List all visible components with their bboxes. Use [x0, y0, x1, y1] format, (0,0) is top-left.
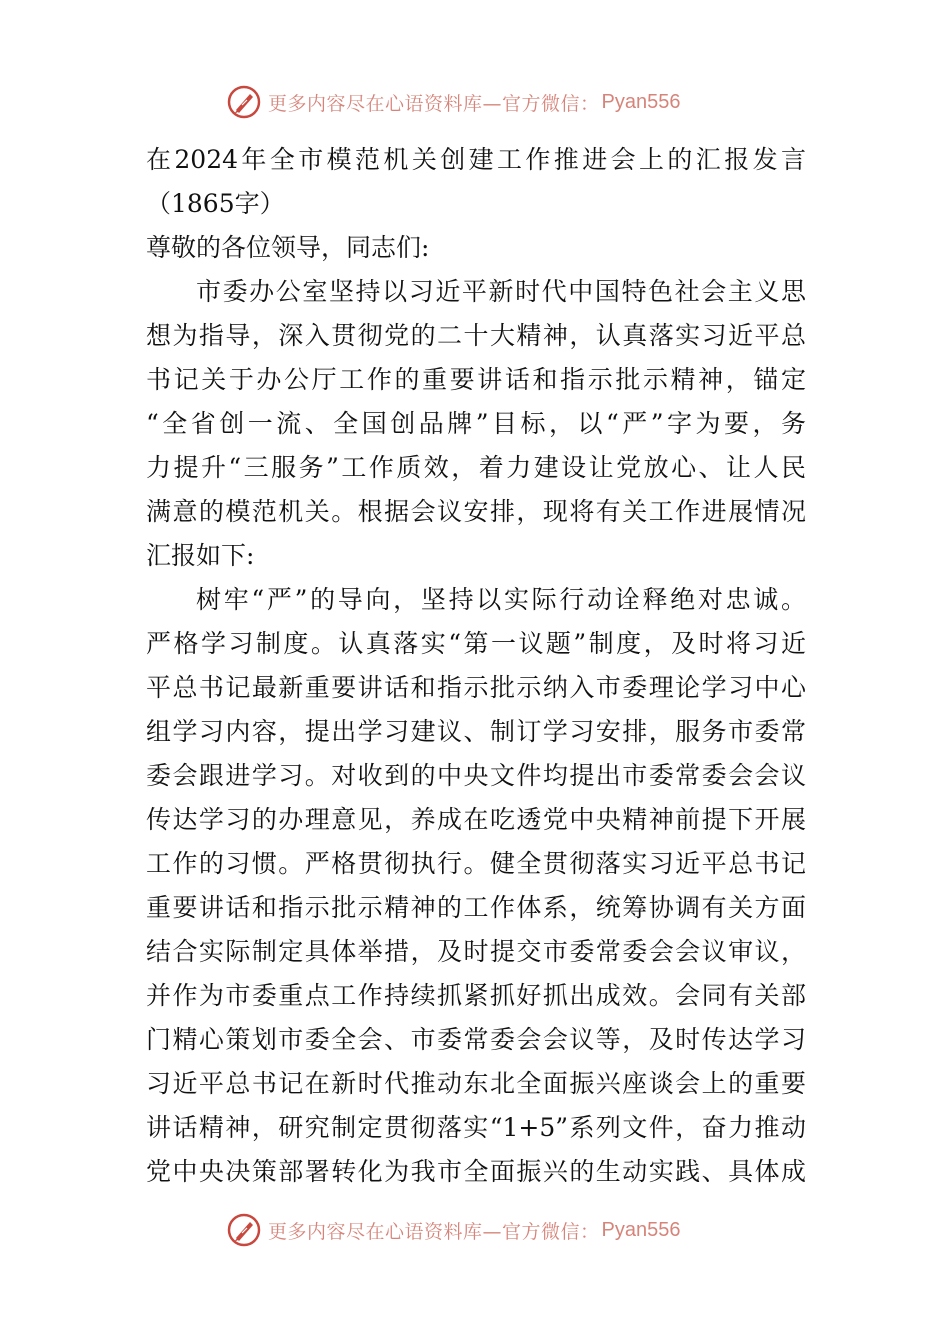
- text-line: 满意的模范机关。根据会议安排，现将有关工作进展情况: [146, 497, 806, 526]
- text-line: 重要讲话和指示批示精神的工作体系，统筹协调有关方面: [146, 893, 806, 922]
- watermark-text: 更多内容尽在心语资料库—官方微信：: [268, 1220, 600, 1243]
- text-line: 平总书记最新重要讲话和指示批示纳入市委理论学习中心: [146, 673, 806, 702]
- text-line: 汇报如下:: [146, 541, 255, 570]
- text-line: 想为指导，深入贯彻党的二十大精神，认真落实习近平总: [146, 321, 806, 350]
- text-line: 工作的习惯。严格贯彻执行。健全贯彻落实习近平总书记: [146, 849, 806, 878]
- text-line: 党中央决策部署转化为我市全面振兴的生动实践、具体成: [146, 1157, 806, 1186]
- watermark-footer: [226, 1210, 680, 1250]
- fountain-pen-logo-icon: [226, 1212, 262, 1248]
- text-line: 结合实际制定具体举措，及时提交市委常委会会议审议，: [146, 937, 806, 966]
- text-line: 委会跟进学习。对收到的中央文件均提出市委常委会会议: [146, 761, 806, 790]
- watermark-handle: Pyan556: [601, 90, 681, 113]
- text-line: 并作为市委重点工作持续抓紧抓好抓出成效。会同有关部: [146, 981, 806, 1010]
- text-line: 门精心策划市委全会、市委常委会会议等，及时传达学习: [146, 1025, 806, 1054]
- text-line: 讲话精神，研究制定贯彻落实“1+5”系列文件，奋力推动: [146, 1113, 806, 1142]
- watermark-text: 更多内容尽在心语资料库—官方微信：: [268, 92, 600, 115]
- text-line: 组学习内容，提出学习建议、制订学习安排，服务市委常: [146, 717, 806, 746]
- text-line: 尊敬的各位领导，同志们:: [146, 233, 430, 262]
- text-line: 在2024年全市模范机关创建工作推进会上的汇报发言: [146, 145, 806, 174]
- fountain-pen-logo-icon: [226, 84, 262, 120]
- text-line: 市委办公室坚持以习近平新时代中国特色社会主义思: [196, 277, 806, 306]
- watermark-handle: Pyan556: [601, 1218, 681, 1241]
- text-line: 传达学习的办理意见，养成在吃透党中央精神前提下开展: [146, 805, 806, 834]
- text-line: 力提升“三服务”工作质效，着力建设让党放心、让人民: [146, 453, 806, 482]
- text-line: 习近平总书记在新时代推动东北全面振兴座谈会上的重要: [146, 1069, 806, 1098]
- text-line: （1865字）: [146, 189, 285, 218]
- text-line: 树牢“严”的导向，坚持以实际行动诠释绝对忠诚。: [196, 585, 806, 614]
- document-body: [146, 138, 806, 1194]
- text-line: “全省创一流、全国创品牌”目标，以“严”字为要，务: [146, 409, 806, 438]
- text-line: 书记关于办公厅工作的重要讲话和指示批示精神，锚定: [146, 365, 806, 394]
- watermark-header: [226, 82, 680, 122]
- text-line: 严格学习制度。认真落实“第一议题”制度，及时将习近: [146, 629, 806, 658]
